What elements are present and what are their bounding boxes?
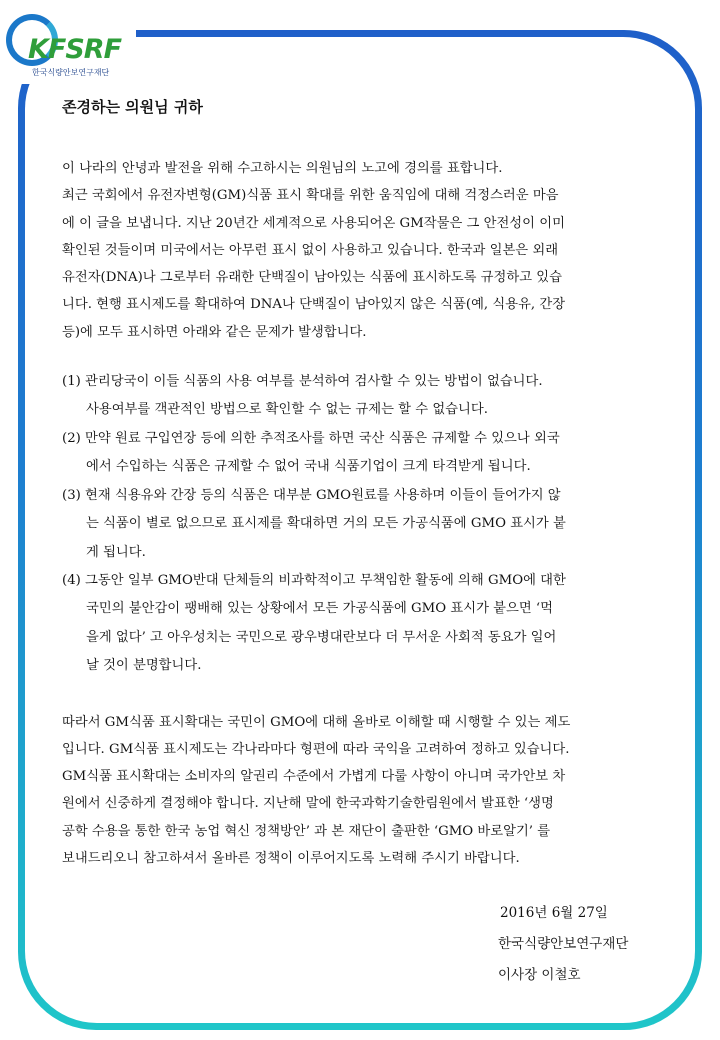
paragraph-line: 확인된 것들이며 미국에서는 아무런 표시 없이 사용하고 있습니다. 한국과 일본은 외래 bbox=[62, 242, 559, 258]
list-item-continuation: 국민의 불안감이 팽배해 있는 상황에서 모든 가공식품에 GMO 표시가 붙으면 ‘먹 bbox=[86, 601, 553, 617]
kfsrf-logo bbox=[6, 14, 136, 84]
problem-list bbox=[62, 368, 668, 680]
salutation: 존경하는 의원님 귀하 bbox=[62, 98, 203, 116]
logo-subtitle: 한국식량안보연구재단 bbox=[32, 68, 110, 77]
list-item: (2) 만약 원료 구입연장 등에 의한 추적조사를 하면 국산 식품은 규제할 수 있으나 외국 bbox=[62, 430, 560, 446]
paragraph-line: 입니다. GM식품 표시제도는 각나라마다 형편에 따라 국익을 고려하여 정하고 있습니다. bbox=[62, 741, 570, 757]
organization-name: 한국식량안보연구재단 bbox=[498, 936, 629, 952]
list-item-continuation: 사용여부를 객관적인 방법으로 확인할 수 없는 규제는 할 수 없습니다. bbox=[86, 402, 488, 418]
conclusion-paragraph bbox=[62, 709, 668, 873]
signer-name: 이사장 이철호 bbox=[498, 967, 581, 983]
paragraph-line: 공학 수용을 통한 한국 농업 혁신 정책방안’ 과 본 재단이 출판한 ‘GMO 바로알기’ 를 bbox=[62, 823, 551, 839]
list-item-continuation: 게 됩니다. bbox=[86, 544, 146, 560]
paragraph-line: 보내드리오니 참고하셔서 올바른 정책이 이루어지도록 노력해 주시기 바랍니다. bbox=[62, 851, 520, 867]
list-item-continuation: 날 것이 분명합니다. bbox=[86, 658, 202, 674]
letter-date: 2016년 6월 27일 bbox=[500, 905, 608, 921]
intro-paragraph bbox=[62, 155, 668, 346]
paragraph-line: 원에서 신중하게 결정해야 합니다. 지난해 말에 한국과학기술한림원에서 발표한 ‘생명 bbox=[62, 796, 554, 812]
list-item: (1) 관리당국이 이들 식품의 사용 여부를 분석하여 검사할 수 있는 방법이 없습니다. bbox=[62, 374, 543, 390]
paragraph-line: GM식품 표시확대는 소비자의 알권리 수준에서 가볍게 다룰 사항이 아니며 국가안보 차 bbox=[62, 769, 566, 785]
signature-block bbox=[498, 898, 628, 991]
list-item-continuation: 는 식품이 별로 없으므로 표시제를 확대하면 거의 모든 가공식품에 GMO 표시가 붙 bbox=[86, 516, 566, 532]
list-item-continuation: 을게 없다’ 고 아우성치는 국민으로 광우병대란보다 더 무서운 사회적 동요가 일어 bbox=[86, 629, 557, 645]
paragraph-line: 최근 국회에서 유전자변형(GM)식품 표시 확대를 위한 움직임에 대해 걱정스러운 마음 bbox=[62, 188, 559, 204]
letter-body bbox=[62, 96, 668, 872]
paragraph-line: 이 나라의 안녕과 발전을 위해 수고하시는 의원님의 노고에 경의를 표합니다. bbox=[62, 161, 503, 176]
paragraph-line: 등)에 모두 표시하면 아래와 같은 문제가 발생합니다. bbox=[62, 324, 367, 340]
logo-text: KFSRF bbox=[28, 34, 122, 65]
list-item-continuation: 에서 수입하는 식품은 규제할 수 없어 국내 식품기업이 크게 타격받게 됩니다. bbox=[86, 459, 531, 475]
list-item: (4) 그동안 일부 GMO반대 단체들의 비과학적이고 무책임한 활동에 의해 GMO에 대한 bbox=[62, 572, 566, 588]
paragraph-line: 니다. 현행 표시제도를 확대하여 DNA나 단백질이 남아있지 않은 식품(예, 식용유, 간장 bbox=[62, 297, 566, 313]
paragraph-line: 에 이 글을 보냅니다. 지난 20년간 세계적으로 사용되어온 GM작물은 그 안전성이 이미 bbox=[62, 215, 565, 231]
list-item: (3) 현재 식용유와 간장 등의 식품은 대부분 GMO원료를 사용하며 이들이 들어가지 않 bbox=[62, 487, 561, 503]
paragraph-line: 따라서 GM식품 표시확대는 국민이 GMO에 대해 올바로 이해할 때 시행할 수 있는 제도 bbox=[62, 714, 571, 730]
paragraph-line: 유전자(DNA)나 그로부터 유래한 단백질이 남아있는 식품에 표시하도록 규정하고 있습 bbox=[62, 270, 562, 286]
